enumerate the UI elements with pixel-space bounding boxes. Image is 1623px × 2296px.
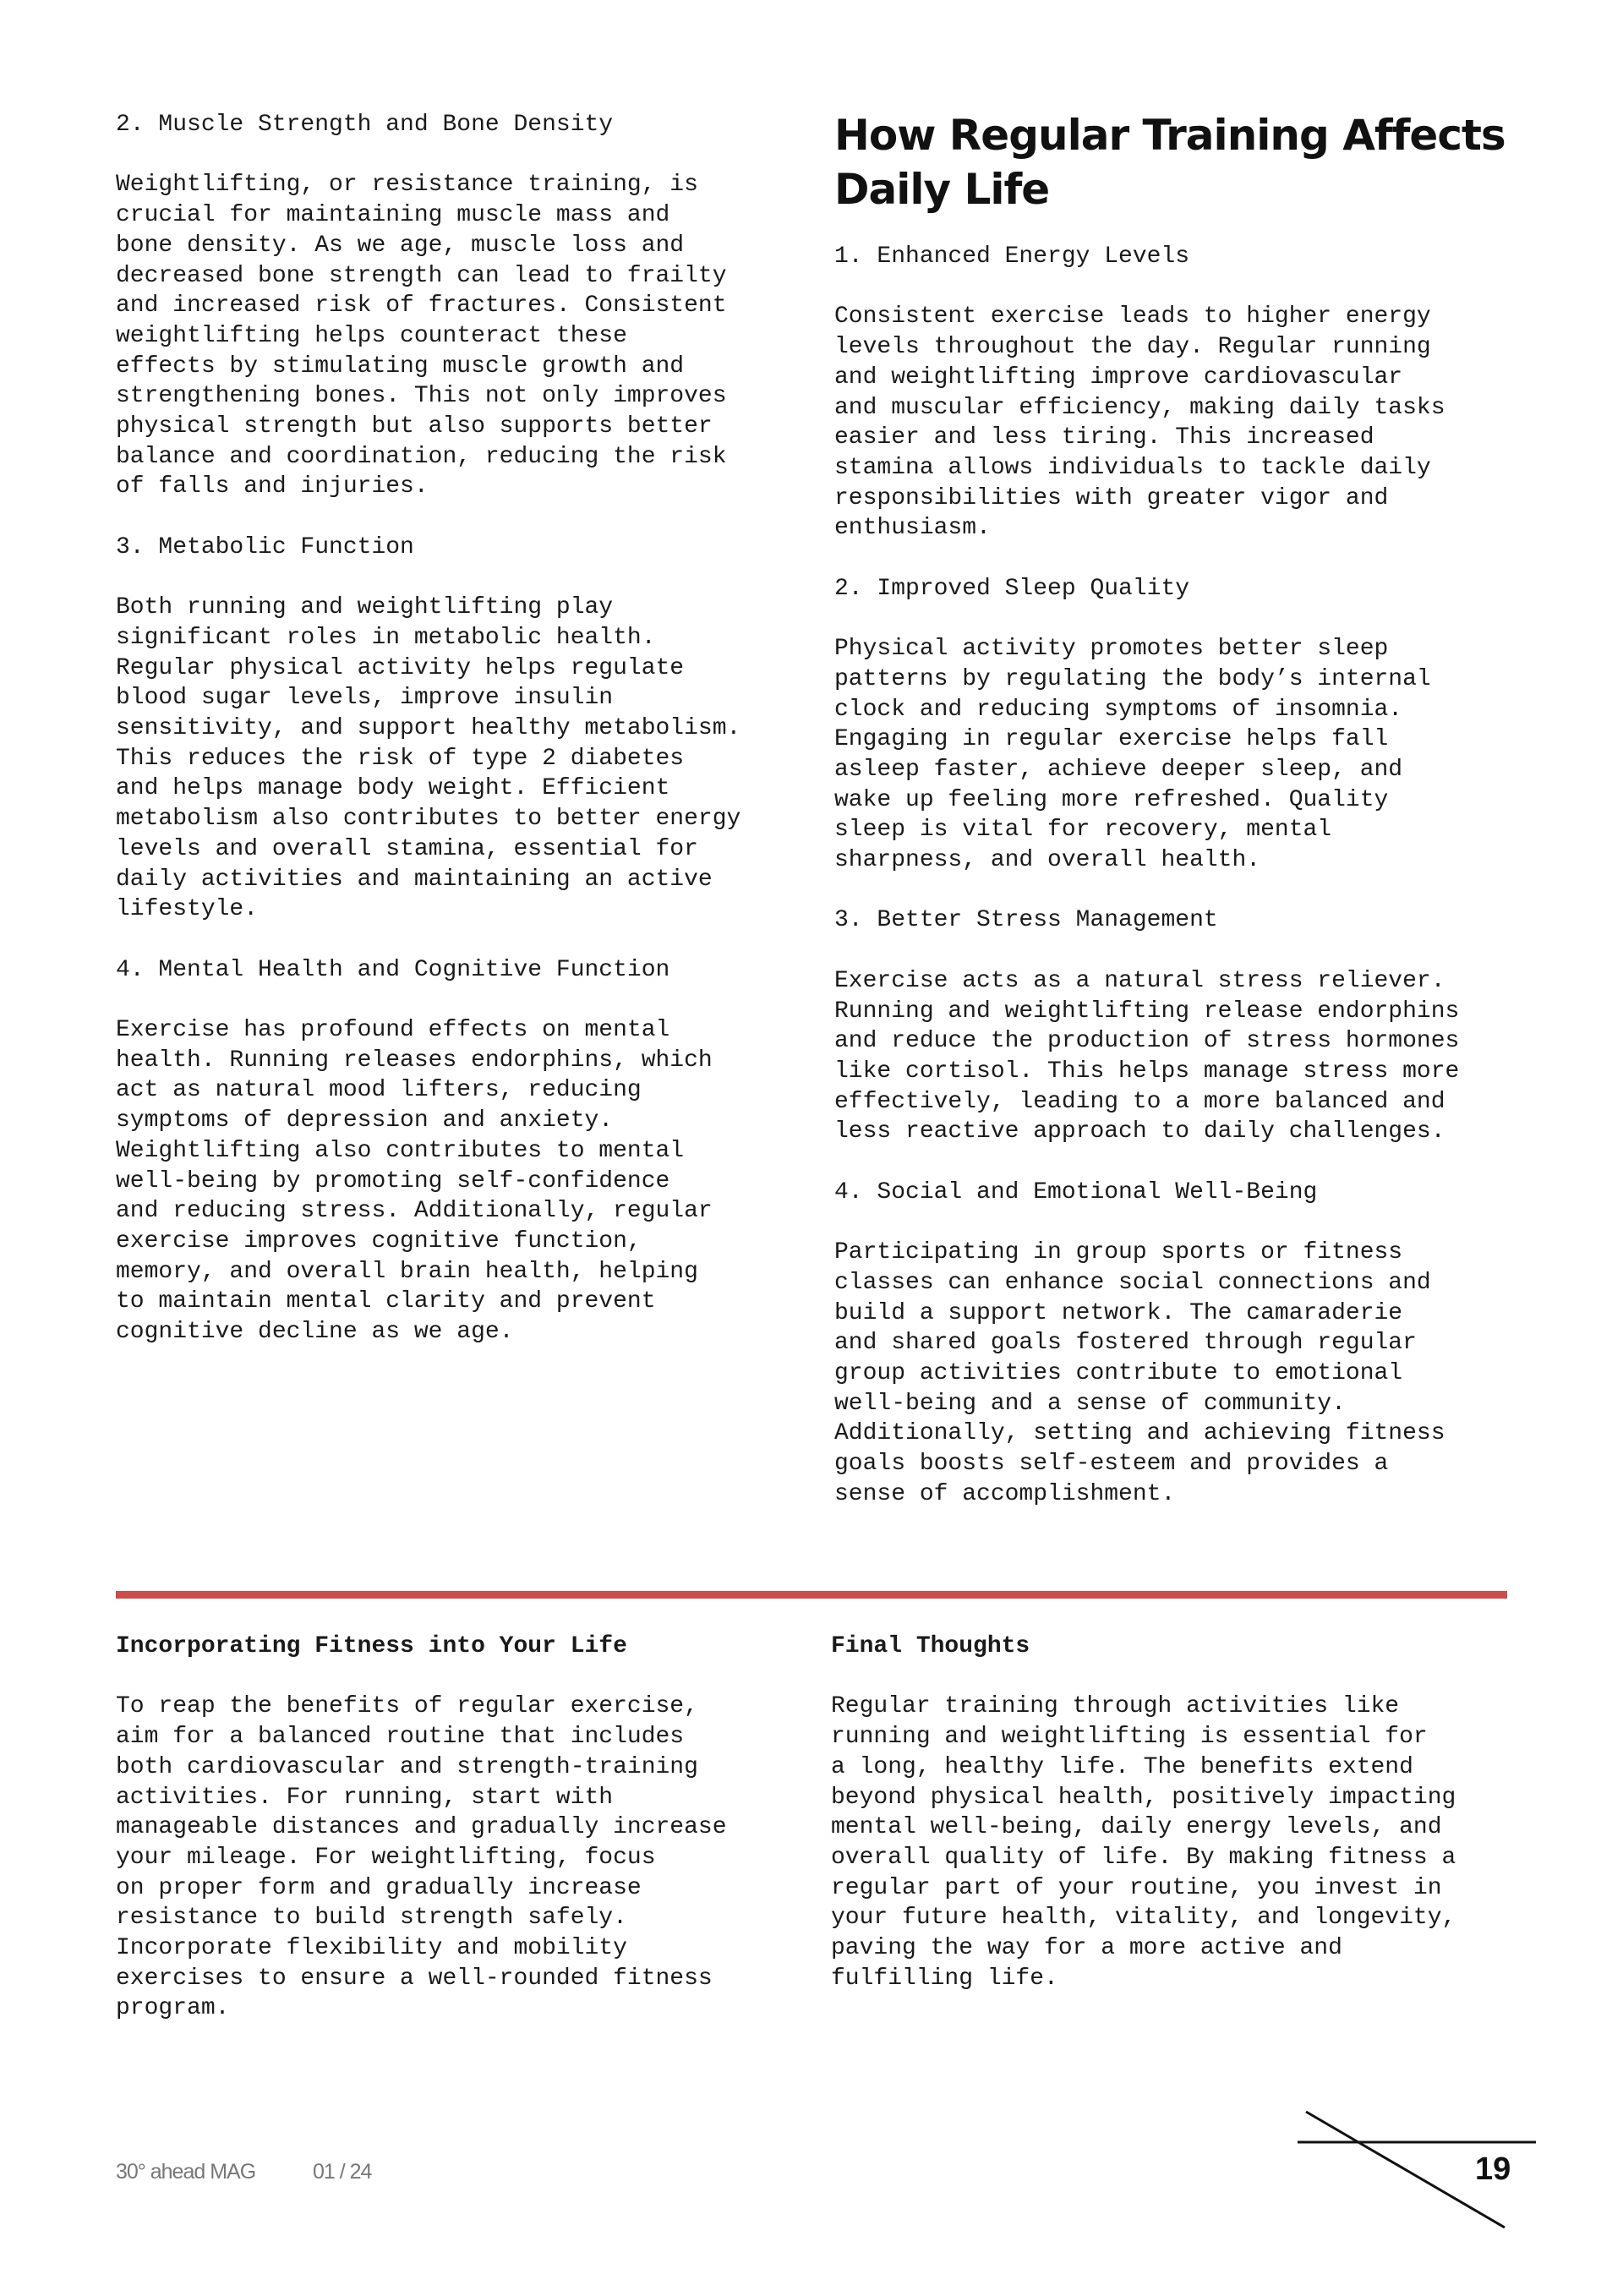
section-body-mental-health: Exercise has profound effects on mental health. Running releases endorphins, which act as natural mood lifters, reducing symptoms of depression and anxiety. Weightlifting also contributes to mental well-being by promoting self-confidence and reducing stress. Additionally, regular exercise improves cognitive function, memory, and overall brain health, helping to maintain mental clarity and prevent cognitive decline as we age. bbox=[116, 1017, 713, 1346]
footer-magazine-name: 30° ahead MAG bbox=[116, 2160, 256, 2184]
section-heading-energy-levels: 1. Enhanced Energy Levels bbox=[834, 243, 1190, 270]
right-column-bottom bbox=[831, 1632, 1524, 2024]
section-heading-incorporating-fitness: Incorporating Fitness into Your Life bbox=[116, 1633, 627, 1659]
section-body-incorporating-fitness: To reap the benefits of regular exercise, aim for a balanced routine that includes both cardiovascular and strength-training activities. For running, start with manageable distances and gradually increase your mileage. For weightlifting, focus on proper form and gradually increase resistance to build strength safely. Incorporate flexibility and mobility exercises to ensure a well-rounded fitness program. bbox=[116, 1693, 727, 2022]
section-heading-muscle-strength: 2. Muscle Strength and Bone Density bbox=[116, 112, 614, 138]
section-body-sleep-quality: Physical activity promotes better sleep patterns by regulating the body’s internal clock and reducing symptoms of insomnia. Engaging in regular exercise helps fall asleep faster, achieve deeper sleep, and wake up feeling more refreshed. Quality sleep is vital for recovery, mental sharpness, and overall health. bbox=[834, 636, 1431, 874]
page-number: 19 bbox=[1475, 2151, 1511, 2187]
section-body-muscle-strength: Weightlifting, or resistance training, is crucial for maintaining muscle mass and bone density. As we age, muscle loss and decreased bone strength can lead to frailty and increased risk of fractures. Consistent weightlifting helps counteract these effects by stimulating muscle growth and strengthening bones. This not only improves physical strength but also supports better balance and coordination, reducing the risk of falls and injuries. bbox=[116, 172, 727, 500]
section-heading-sleep-quality: 2. Improved Sleep Quality bbox=[834, 575, 1190, 602]
accent-divider bbox=[116, 1591, 1507, 1599]
left-column-bottom bbox=[116, 1632, 809, 2054]
section-heading-social-wellbeing: 4. Social and Emotional Well-Being bbox=[834, 1178, 1318, 1205]
section-heading-mental-health: 4. Mental Health and Cognitive Function bbox=[116, 956, 670, 983]
section-body-final-thoughts: Regular training through activities like running and weightlifting is essential for a long, healthy life. The benefits extend beyond physical health, positively impacting mental well-being, daily energy levels, and overall quality of life. By making fitness a regular part of your routine, you invest in your future health, vitality, and longevity, paving the way for a more active and fulfilling life. bbox=[831, 1693, 1456, 1992]
left-column-top bbox=[116, 110, 809, 1377]
footer-issue-number: 01 / 24 bbox=[313, 2160, 372, 2184]
section-body-stress-management: Exercise acts as a natural stress reliever. Running and weightlifting release endorphins and reduce the production of stress hormones like cortisol. This helps manage stress more effectively, leading to a more balanced and less reactive approach to daily challenges. bbox=[834, 967, 1460, 1145]
section-heading-metabolic-function: 3. Metabolic Function bbox=[116, 533, 414, 560]
article-headline: How Regular Training Affects Daily Life bbox=[834, 111, 1506, 214]
section-heading-final-thoughts: Final Thoughts bbox=[831, 1633, 1030, 1659]
section-body-metabolic-function: Both running and weightlifting play significant roles in metabolic health. Regular physical activity helps regulate blood sugar levels, improve insulin sensitivity, and support healthy metabolism. This reduces the risk of type 2 diabetes and helps manage body weight. Efficient metabolism also contributes to better energy levels and overall stamina, essential for daily activities and maintaining an active lifestyle. bbox=[116, 594, 741, 923]
section-body-social-wellbeing: Participating in group sports or fitness classes can enhance social connections and build a support network. The camaraderie and shared goals fostered through regular group activities contribute to emotional well-being and a sense of community. Additionally, setting and achieving fitness goals boosts self-esteem and provides a sense of accomplishment. bbox=[834, 1239, 1445, 1507]
section-heading-stress-management: 3. Better Stress Management bbox=[834, 907, 1218, 934]
section-body-energy-levels: Consistent exercise leads to higher energy levels throughout the day. Regular running and weightlifting improve cardiovascular and muscular efficiency, making daily tasks easier and less tiring. This increased stamina allows individuals to tackle daily responsibilities with greater vigor and enthusiasm. bbox=[834, 303, 1445, 542]
right-column-top bbox=[834, 108, 1527, 1539]
